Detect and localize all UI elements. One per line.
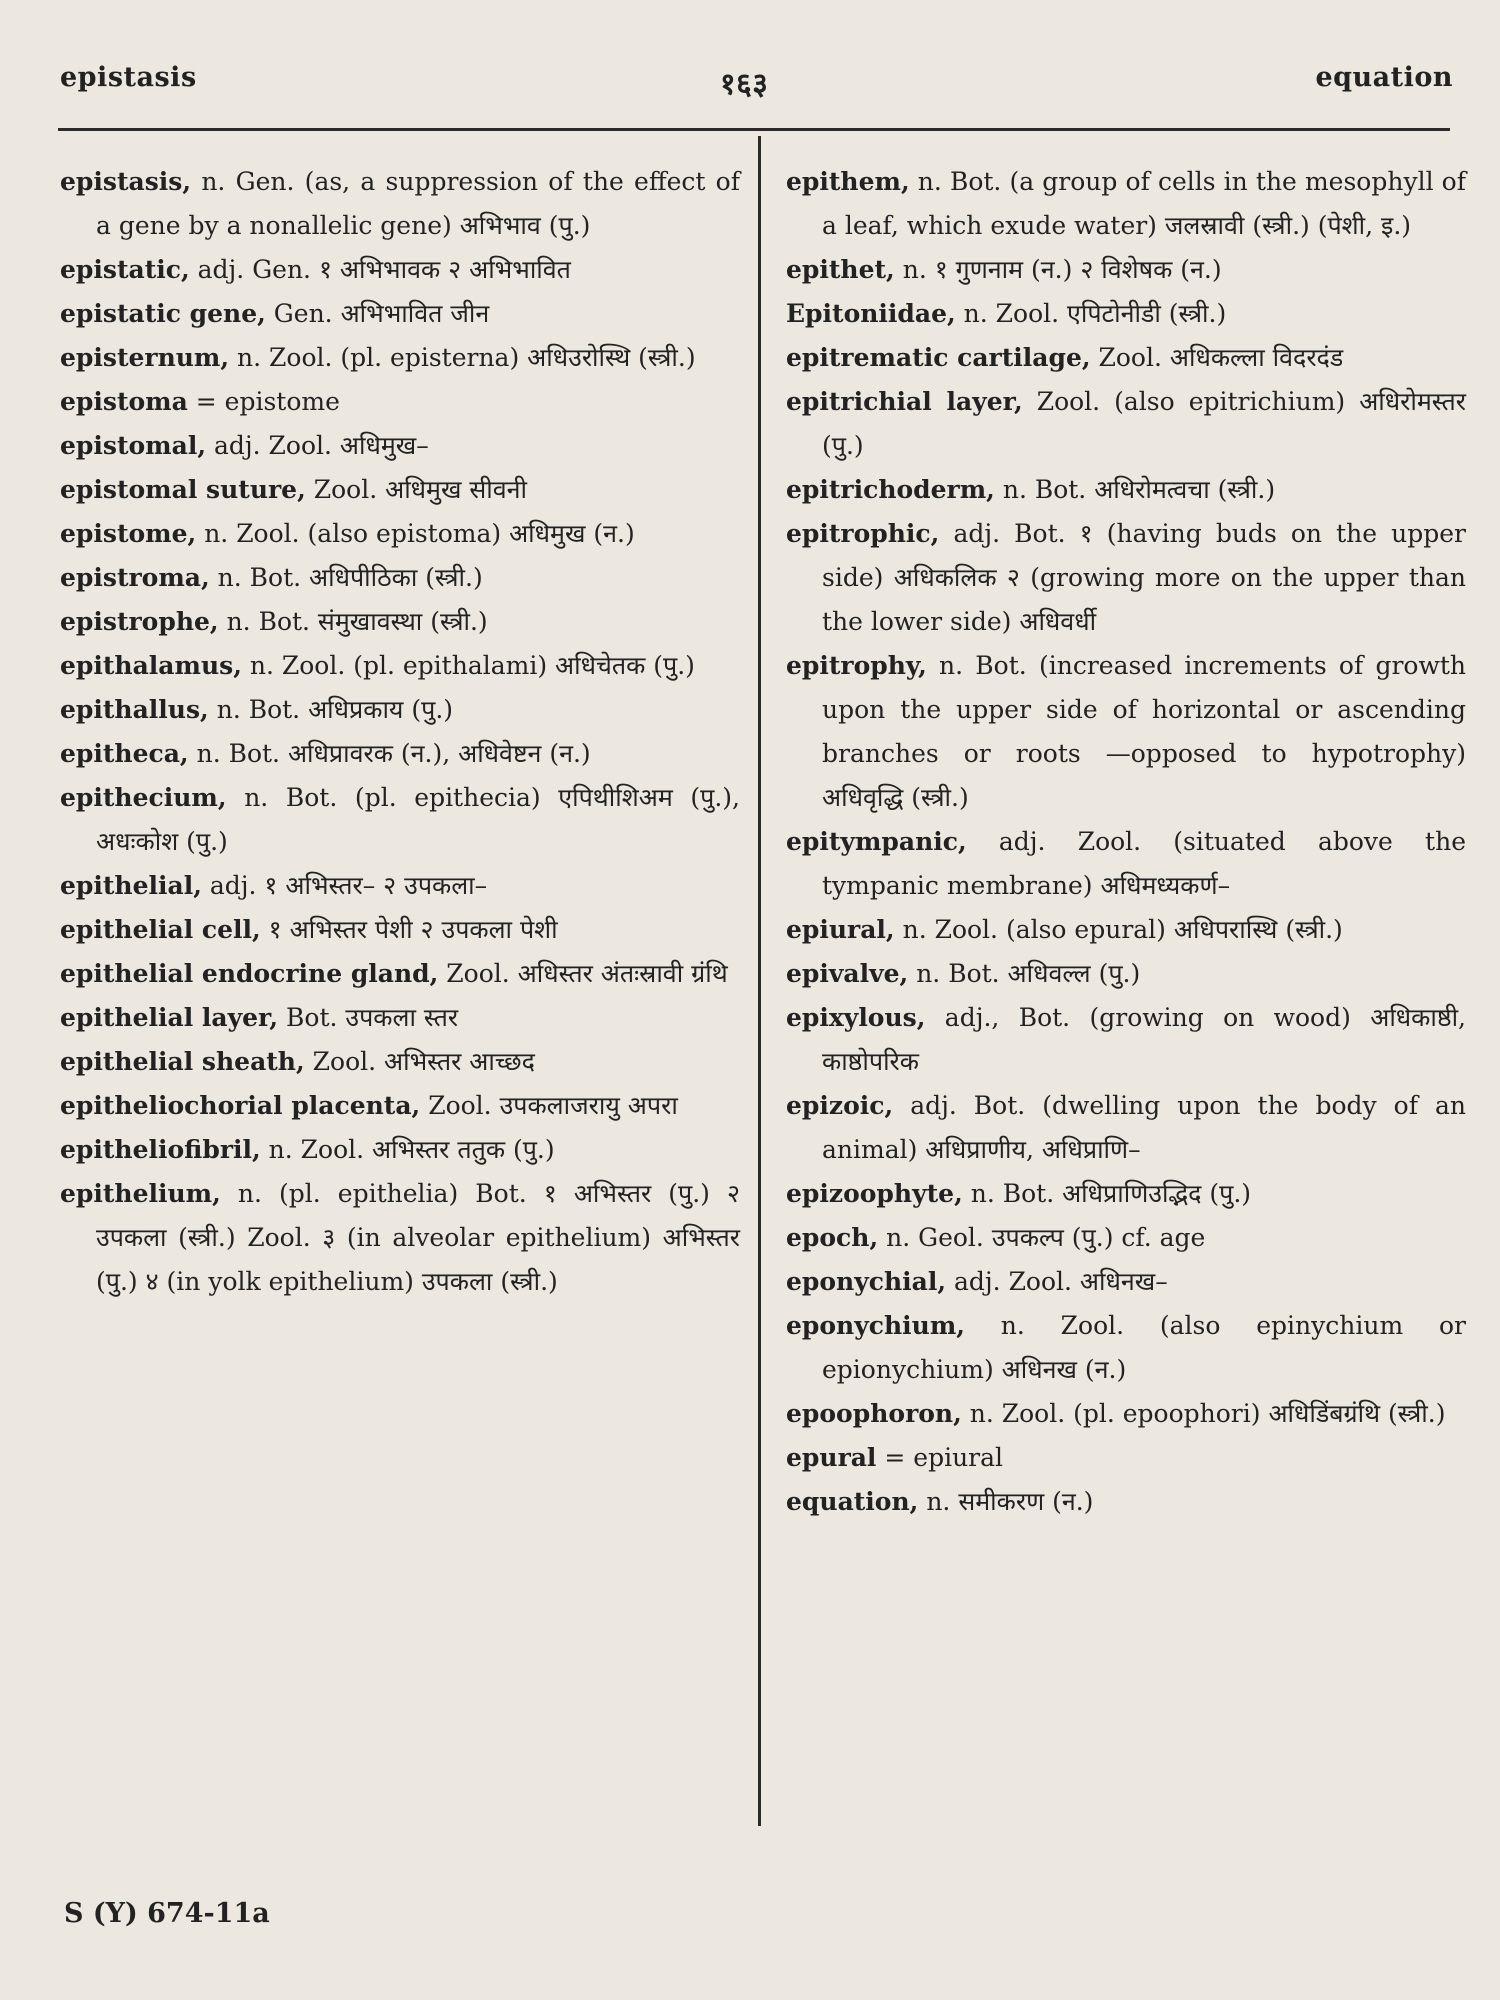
headword: epitheca, bbox=[60, 739, 189, 768]
headword: epoch, bbox=[786, 1223, 879, 1252]
header-last-word: equation bbox=[1315, 62, 1453, 93]
headword: epithallus, bbox=[60, 695, 209, 724]
headword: epixylous, bbox=[786, 1003, 926, 1032]
definition: n. Zool. (pl. epoophori) अधिडिंबग्रंथि (स्त्री.) bbox=[961, 1399, 1446, 1428]
headword: epitheliochorial placenta, bbox=[60, 1091, 421, 1120]
definition: n. Bot. अधिरोमत्वचा (स्त्री.) bbox=[994, 475, 1276, 504]
dictionary-entry bbox=[60, 336, 740, 380]
header-first-word: epistasis bbox=[60, 62, 197, 93]
dictionary-entry bbox=[60, 688, 740, 732]
headword: eponychium, bbox=[786, 1311, 965, 1340]
dictionary-entry bbox=[786, 644, 1466, 820]
dictionary-entry bbox=[786, 1436, 1466, 1480]
headword: epitrematic cartilage, bbox=[786, 343, 1091, 372]
definition: n. Bot. अधिप्रावरक (न.), अधिवेष्टन (न.) bbox=[188, 739, 591, 768]
definition: n. Zool. (pl. episterna) अधिउरोस्थि (स्त्री.) bbox=[229, 343, 696, 372]
definition: n. Zool. (also epistoma) अधिमुख (न.) bbox=[196, 519, 635, 548]
headword: epistatic gene, bbox=[60, 299, 266, 328]
dictionary-entry bbox=[60, 1128, 740, 1172]
dictionary-entry bbox=[786, 468, 1466, 512]
definition: n. Bot. अधिपीठिका (स्त्री.) bbox=[209, 563, 483, 592]
footer-code: S (Y) 674-11a bbox=[64, 1898, 270, 1929]
dictionary-entry bbox=[60, 512, 740, 556]
dictionary-entry bbox=[786, 820, 1466, 908]
headword: epistome, bbox=[60, 519, 197, 548]
dictionary-entry bbox=[786, 160, 1466, 248]
headword: epitrichoderm, bbox=[786, 475, 995, 504]
dictionary-entry bbox=[60, 1040, 740, 1084]
header-rule bbox=[58, 128, 1450, 131]
definition: Zool. अधिस्तर अंतःस्रावी ग्रंथि bbox=[438, 959, 728, 988]
headword: epitympanic, bbox=[786, 827, 967, 856]
headword: Epitoniidae, bbox=[786, 299, 956, 328]
definition: Gen. अभिभावित जीन bbox=[265, 299, 490, 328]
definition: n. Zool. (also epinychium or epionychium) अधिनख (न.) bbox=[822, 1311, 1466, 1384]
headword: episternum, bbox=[60, 343, 230, 372]
definition: = epiural bbox=[876, 1443, 1004, 1472]
headword: epural bbox=[786, 1443, 877, 1472]
dictionary-entry bbox=[60, 248, 740, 292]
dictionary-entry bbox=[786, 292, 1466, 336]
definition: Zool. उपकलाजरायु अपरा bbox=[420, 1091, 678, 1120]
definition: n. Zool. अभिस्तर ततुक (पु.) bbox=[260, 1135, 555, 1164]
definition: adj., Bot. (growing on wood) अधिकाष्ठी, काष्ठोपरिक bbox=[822, 1003, 1466, 1076]
headword: epithelial endocrine gland, bbox=[60, 959, 439, 988]
dictionary-entry bbox=[786, 336, 1466, 380]
dictionary-entry bbox=[60, 292, 740, 336]
headword: epiural, bbox=[786, 915, 895, 944]
headword: epizoic, bbox=[786, 1091, 894, 1120]
dictionary-entry bbox=[60, 644, 740, 688]
headword: epistasis, bbox=[60, 167, 192, 196]
dictionary-entry bbox=[60, 1084, 740, 1128]
dictionary-entry bbox=[786, 1172, 1466, 1216]
left-column bbox=[60, 160, 740, 1304]
definition: n. Bot. अधिप्राणिउद्भिद (पु.) bbox=[962, 1179, 1252, 1208]
dictionary-entry bbox=[786, 380, 1466, 468]
definition: Zool. (also epitrichium) अधिरोमस्तर (पु.) bbox=[822, 387, 1466, 460]
definition: Zool. अधिमुख सीवनी bbox=[305, 475, 528, 504]
headword: epivalve, bbox=[786, 959, 909, 988]
definition: n. Bot. संमुखावस्था (स्त्री.) bbox=[218, 607, 488, 636]
headword: epistomal suture, bbox=[60, 475, 306, 504]
headword: epithem, bbox=[786, 167, 910, 196]
definition: n. Bot. (increased increments of growth upon the upper side of horizontal or ascending branches or roots —opposed to hypotrophy) अधिवृद्धि (स्त्री.) bbox=[822, 651, 1466, 812]
dictionary-entry bbox=[786, 952, 1466, 996]
dictionary-entry bbox=[60, 732, 740, 776]
headword: eponychial, bbox=[786, 1267, 947, 1296]
headword: epitrophic, bbox=[786, 519, 940, 548]
definition: n. Bot. (pl. epithecia) एपिथीशिअम (पु.), अधःकोश (पु.) bbox=[96, 783, 740, 856]
definition: n. Gen. (as, a suppression of the effect of a gene by a nonallelic gene) अभिभाव (पु.) bbox=[96, 167, 740, 240]
dictionary-entry bbox=[786, 1392, 1466, 1436]
headword: equation, bbox=[786, 1487, 919, 1516]
headword: epistatic, bbox=[60, 255, 190, 284]
headword: epithelium, bbox=[60, 1179, 221, 1208]
definition: n. Zool. एपिटोनीडी (स्त्री.) bbox=[955, 299, 1227, 328]
definition: n. Bot. अधिप्रकाय (पु.) bbox=[208, 695, 454, 724]
dictionary-entry bbox=[60, 864, 740, 908]
headword: epistoma bbox=[60, 387, 188, 416]
dictionary-entry bbox=[60, 160, 740, 248]
dictionary-entry bbox=[60, 380, 740, 424]
headword: epizoophyte, bbox=[786, 1179, 963, 1208]
dictionary-entry bbox=[60, 424, 740, 468]
headword: epithet, bbox=[786, 255, 895, 284]
definition: n. Bot. (a group of cells in the mesophyll of a leaf, which exude water) जलस्रावी (स्त्री.) (पेशी, इ.) bbox=[822, 167, 1466, 240]
definition: n. Zool. (also epural) अधिपरास्थि (स्त्री.) bbox=[894, 915, 1343, 944]
dictionary-entry bbox=[60, 952, 740, 996]
definition: n. Geol. उपकल्प (पु.) cf. age bbox=[878, 1223, 1206, 1252]
dictionary-entry bbox=[786, 248, 1466, 292]
headword: epithelial layer, bbox=[60, 1003, 279, 1032]
headword: epithalamus, bbox=[60, 651, 242, 680]
definition: n. (pl. epithelia) Bot. १ अभिस्तर (पु.) २ उपकला (स्त्री.) Zool. ३ (in alveolar epithelium) अभिस्तर (पु.) ४ (in yolk epithelium) उपकला (स्त्री.) bbox=[96, 1179, 740, 1296]
headword: epithelial, bbox=[60, 871, 202, 900]
headword: epistrophe, bbox=[60, 607, 219, 636]
headword: epoophoron, bbox=[786, 1399, 962, 1428]
definition: n. Bot. अधिवल्ल (पु.) bbox=[908, 959, 1141, 988]
definition: adj. Zool. अधिमुख– bbox=[206, 431, 429, 460]
dictionary-entry bbox=[786, 1304, 1466, 1392]
headword: epistomal, bbox=[60, 431, 207, 460]
dictionary-entry bbox=[60, 908, 740, 952]
headword: epithelial cell, bbox=[60, 915, 261, 944]
definition: adj. Bot. १ (having buds on the upper side) अधिकलिक २ (growing more on the upper than the lower side) अधिवर्धी bbox=[822, 519, 1466, 636]
page-number: १६३ bbox=[720, 67, 769, 102]
definition: n. Zool. (pl. epithalami) अधिचेतक (पु.) bbox=[241, 651, 695, 680]
headword: epistroma, bbox=[60, 563, 210, 592]
headword: epitheliofibril, bbox=[60, 1135, 261, 1164]
definition: adj. Gen. १ अभिभावक २ अभिभावित bbox=[189, 255, 571, 284]
dictionary-entry bbox=[786, 1216, 1466, 1260]
dictionary-entry bbox=[60, 996, 740, 1040]
dictionary-entry bbox=[786, 1480, 1466, 1524]
headword: epithecium, bbox=[60, 783, 227, 812]
column-divider bbox=[758, 136, 761, 1826]
headword: epitrichial layer, bbox=[786, 387, 1023, 416]
definition: = epistome bbox=[187, 387, 340, 416]
definition: adj. Zool. (situated above the tympanic membrane) अधिमध्यकर्ण– bbox=[822, 827, 1466, 900]
definition: adj. Bot. (dwelling upon the body of an animal) अधिप्राणीय, अधिप्राणि– bbox=[822, 1091, 1466, 1164]
definition: adj. १ अभिस्तर– २ उपकला– bbox=[201, 871, 488, 900]
headword: epitrophy, bbox=[786, 651, 927, 680]
right-column bbox=[786, 160, 1466, 1524]
dictionary-entry bbox=[786, 908, 1466, 952]
headword: epithelial sheath, bbox=[60, 1047, 305, 1076]
dictionary-entry bbox=[786, 1260, 1466, 1304]
definition: adj. Zool. अधिनख– bbox=[946, 1267, 1168, 1296]
dictionary-entry bbox=[786, 996, 1466, 1084]
definition: Bot. उपकला स्तर bbox=[278, 1003, 459, 1032]
dictionary-entry bbox=[60, 776, 740, 864]
dictionary-entry bbox=[786, 512, 1466, 644]
definition: Zool. अधिकल्ला विदरदंड bbox=[1090, 343, 1344, 372]
dictionary-entry bbox=[60, 1172, 740, 1304]
dictionary-entry bbox=[786, 1084, 1466, 1172]
dictionary-entry bbox=[60, 600, 740, 644]
dictionary-entry bbox=[60, 556, 740, 600]
definition: १ अभिस्तर पेशी २ उपकला पेशी bbox=[260, 915, 558, 944]
definition: Zool. अभिस्तर आच्छद bbox=[304, 1047, 535, 1076]
definition: n. १ गुणनाम (न.) २ विशेषक (न.) bbox=[894, 255, 1222, 284]
definition: n. समीकरण (न.) bbox=[918, 1487, 1094, 1516]
dictionary-entry bbox=[60, 468, 740, 512]
